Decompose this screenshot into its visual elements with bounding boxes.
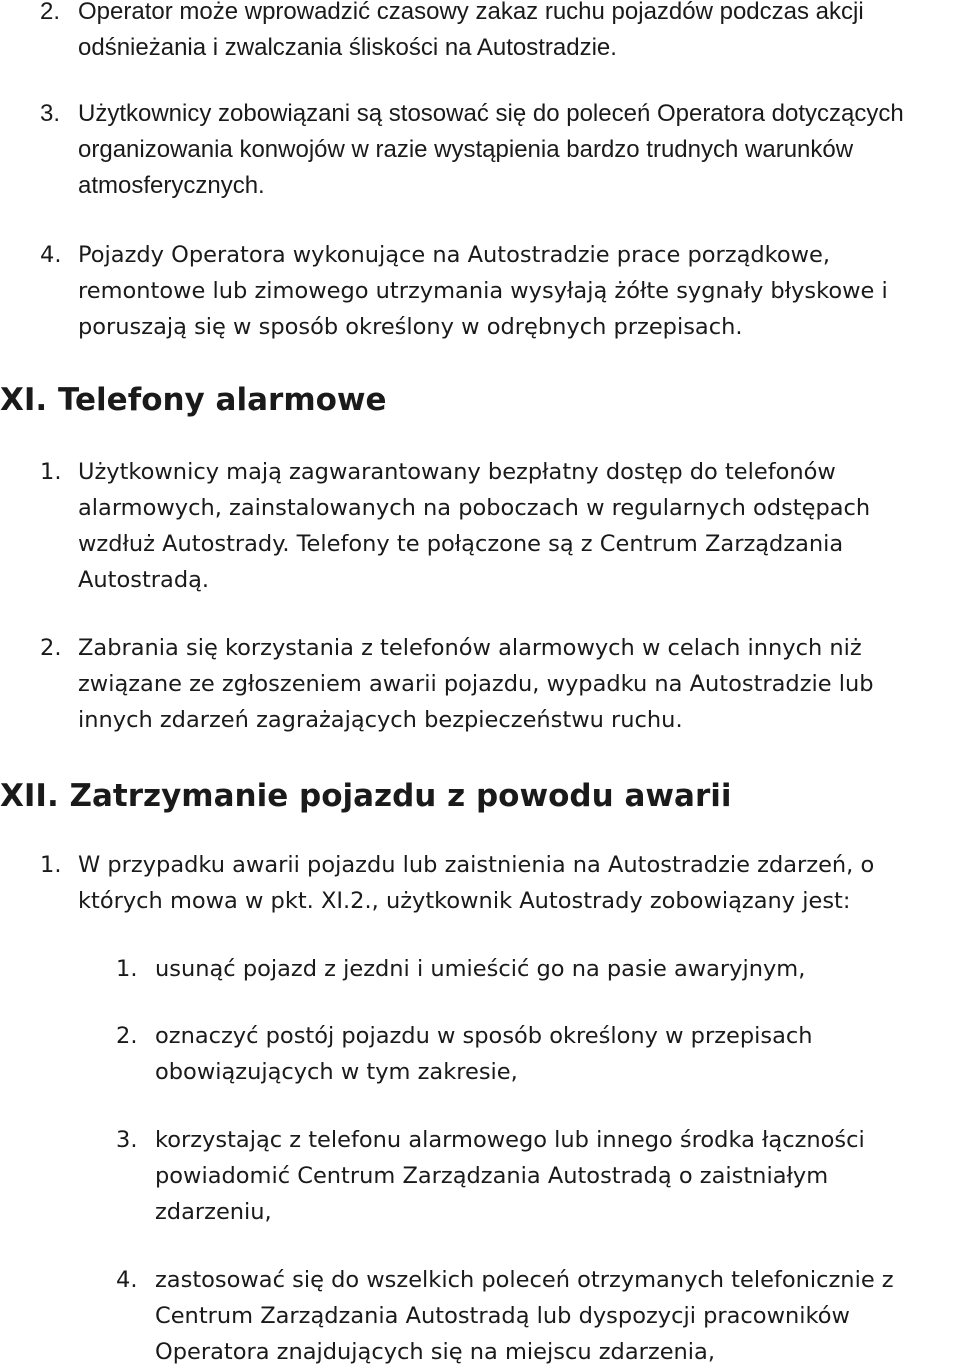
section-heading: XI. Telefony alarmowe [0,382,387,418]
item-text: Zabrania się korzystania z telefonów alarmowych w celach innych niż związane ze zgłoszeniem awarii pojazdu, wypadku na Autostradzie lub innych zdarzeń zagrażających bezpieczeństwu ruchu. [78,635,874,733]
item-number: 2. [40,635,62,661]
sub-list-item [0,1262,940,1370]
list-item [0,0,940,66]
item-number: 2. [40,0,61,25]
section-heading: XII. Zatrzymanie pojazdu z powodu awarii [0,778,732,814]
list-item [0,237,940,345]
item-number: 4. [40,242,62,268]
item-number: 3. [40,100,61,127]
subitem-number: 3. [116,1127,138,1153]
subitem-number: 1. [116,956,138,982]
subitem-text: korzystając z telefonu alarmowego lub innego środka łączności powiadomić Centrum Zarządzania Autostradą o zaistniałym zdarzeniu, [155,1127,865,1225]
sub-list-item [0,951,940,987]
subitem-number: 2. [116,1023,138,1049]
subitem-text: usunąć pojazd z jezdni i umieścić go na pasie awaryjnym, [155,956,806,982]
list-item [0,630,940,738]
sub-list-item [0,1018,940,1090]
list-item [0,454,940,598]
list-item [0,96,940,204]
subitem-text: zastosować się do wszelkich poleceń otrzymanych telefonicznie z Centrum Zarządzania Autostradą lub dyspozycji pracowników Operatora znajdujących się na miejscu zdarzenia, [155,1267,894,1365]
item-number: 1. [40,459,62,485]
sub-list-item [0,1122,940,1230]
item-text: Operator może wprowadzić czasowy zakaz ruchu pojazdów podczas akcji odśnieżania i zwalczania śliskości na Autostradzie. [78,0,864,61]
item-text: W przypadku awarii pojazdu lub zaistnienia na Autostradzie zdarzeń, o których mowa w pkt. XI.2., użytkownik Autostrady zobowiązany jest: [78,852,875,914]
item-text: Pojazdy Operatora wykonujące na Autostradzie prace porządkowe, remontowe lub zimowego utrzymania wysyłają żółte sygnały błyskowe i poruszają się w sposób określony w odrębnych przepisach. [78,242,888,340]
item-text: Użytkownicy zobowiązani są stosować się do poleceń Operatora dotyczących organizowania konwojów w razie wystąpienia bardzo trudnych warunków atmosferycznych. [78,100,904,199]
item-text: Użytkownicy mają zagwarantowany bezpłatny dostęp do telefonów alarmowych, zainstalowanych na poboczach w regularnych odstępach wzdłuż Autostrady. Telefony te połączone są z Centrum Zarządzania Autostradą. [78,459,871,593]
list-item [0,847,940,919]
subitem-number: 4. [116,1267,138,1293]
item-number: 1. [40,852,62,878]
subitem-text: oznaczyć postój pojazdu w sposób określony w przepisach obowiązujących w tym zakresie, [155,1023,813,1085]
